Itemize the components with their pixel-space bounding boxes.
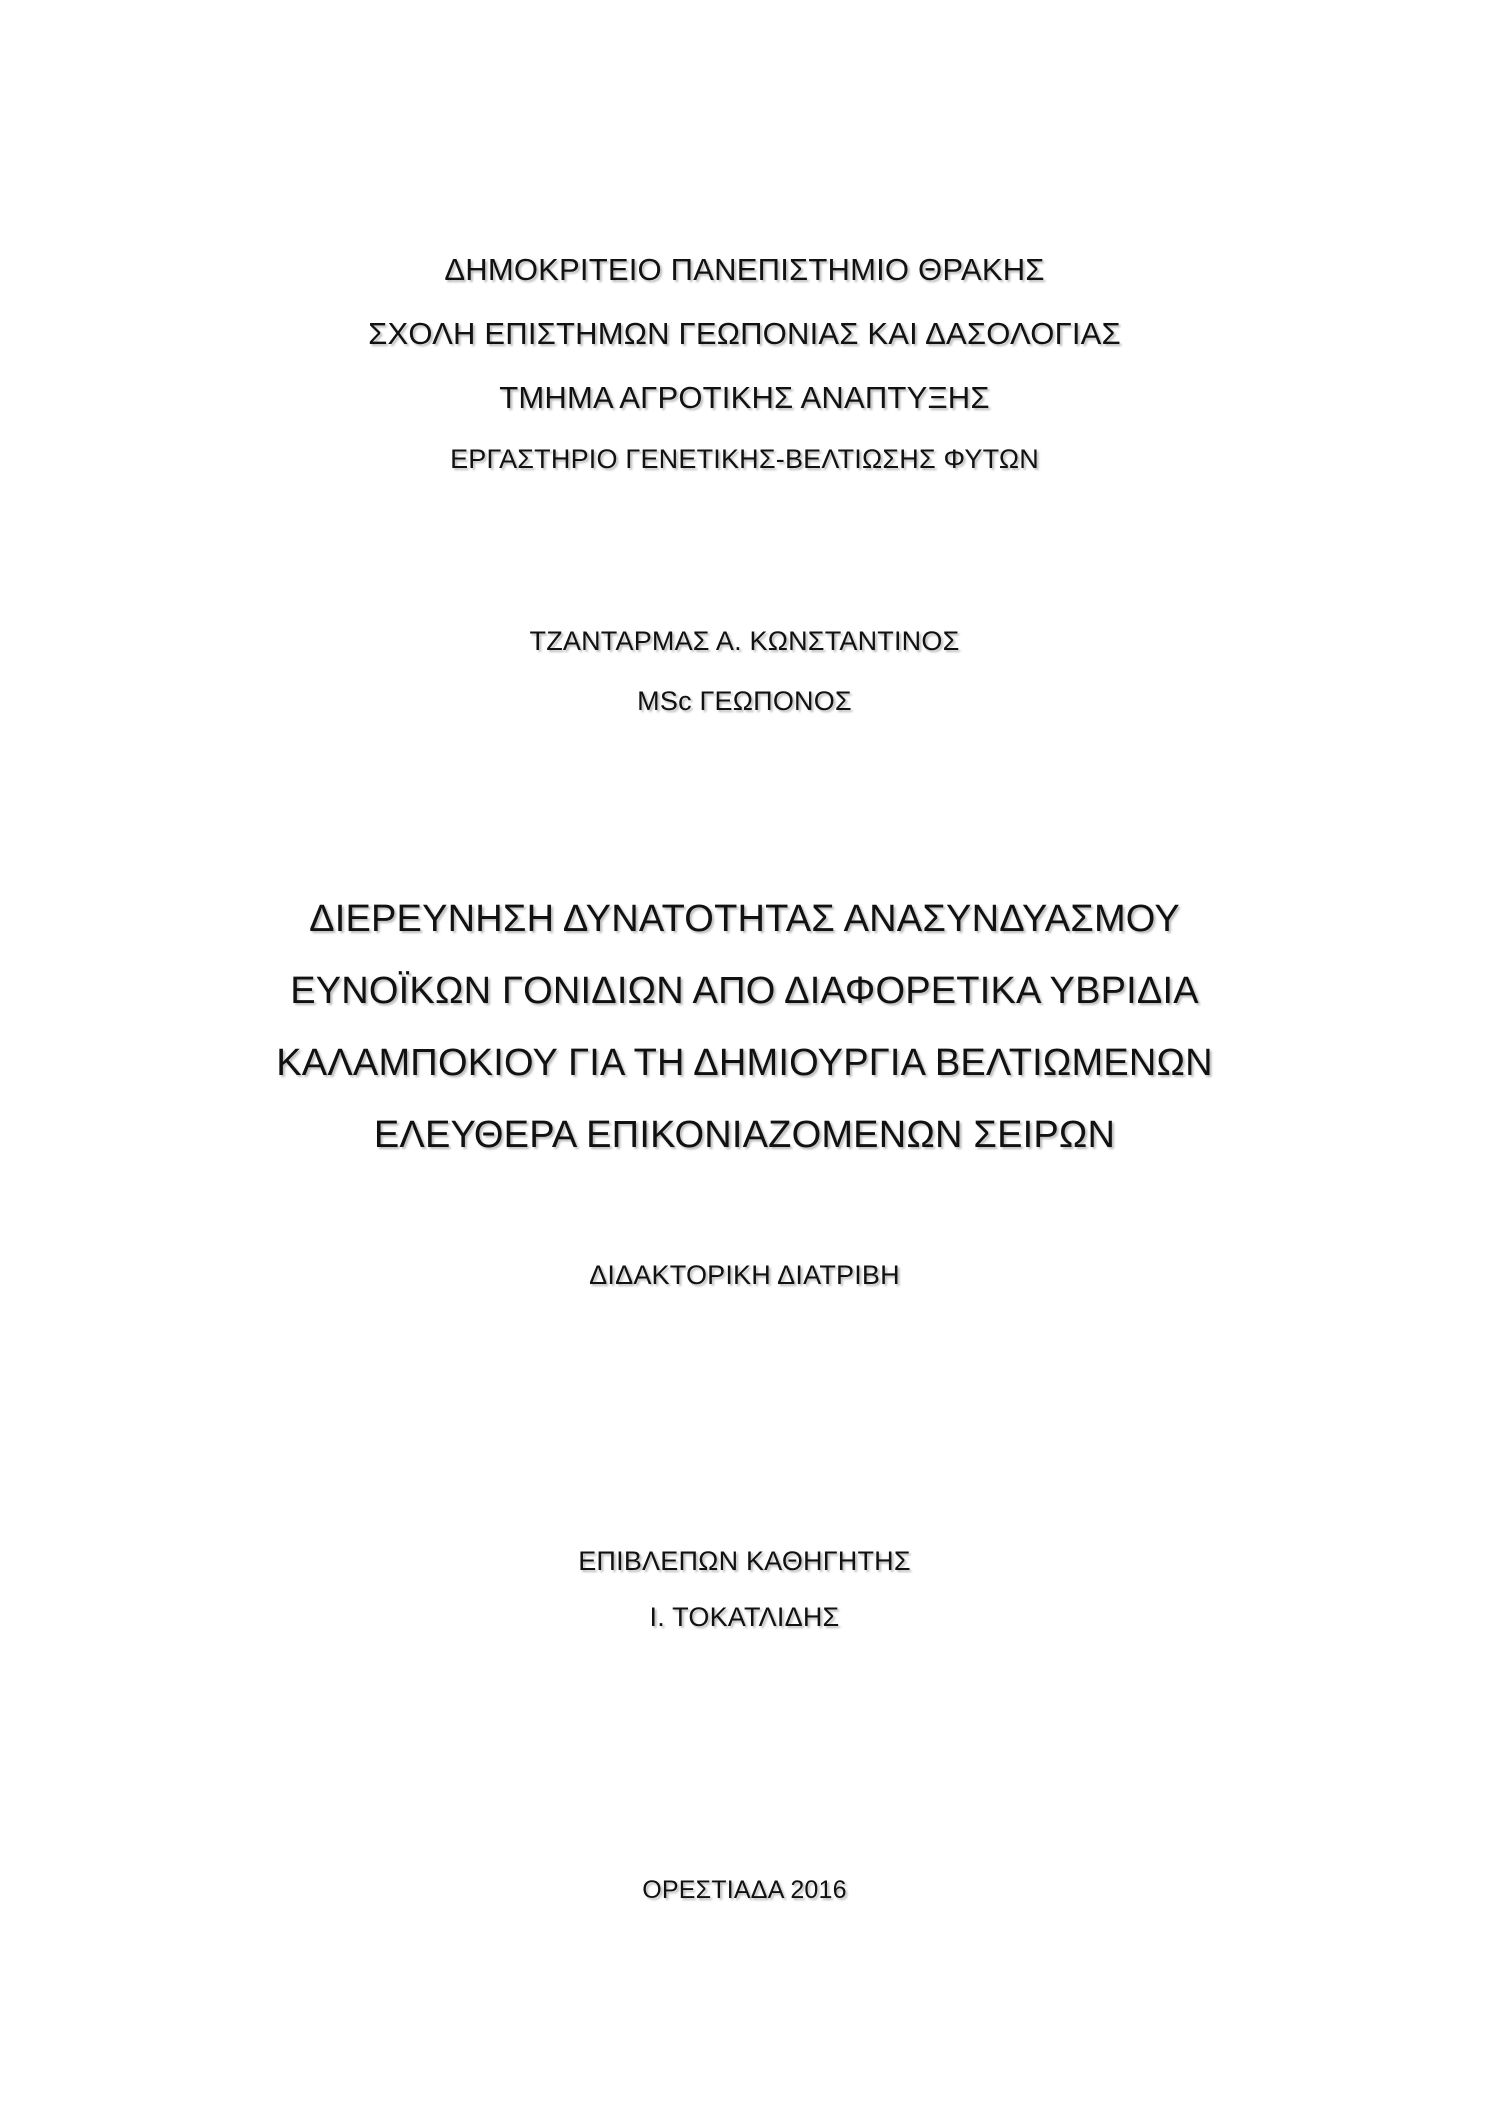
supervisor-label: ΕΠΙΒΛΕΠΩΝ ΚΑΘΗΓΗΤΗΣ: [578, 1546, 911, 1576]
author-degree: MSc ΓΕΩΠΟΝΟΣ: [637, 686, 852, 716]
thesis-title-line-1: ΔΙΕΡΕΥΝΗΣΗ ΔΥΝΑΤΟΤΗΤΑΣ ΑΝΑΣΥΝΔΥΑΣΜΟΥ: [309, 898, 1180, 940]
place-year: ΟΡΕΣΤΙΑΔΑ 2016: [642, 1876, 847, 1904]
thesis-title-line-3: ΚΑΛΑΜΠΟΚΙΟΥ ΓΙΑ ΤΗ ΔΗΜΙΟΥΡΓΙΑ ΒΕΛΤΙΩΜΕΝΩΝ: [276, 1042, 1213, 1084]
supervisor-name: Ι. ΤΟΚΑΤΛΙΔΗΣ: [649, 1602, 840, 1632]
thesis-title-line-4: ΕΛΕΥΘΕΡΑ ΕΠΙΚΟΝΙΑΖΟΜΕΝΩΝ ΣΕΙΡΩΝ: [373, 1114, 1116, 1156]
thesis-type: ΔΙΔΑΚΤΟΡΙΚΗ ΔΙΑΤΡΙΒΗ: [589, 1260, 900, 1290]
thesis-title-line-2: ΕΥΝΟΪΚΩΝ ΓΟΝΙΔΙΩΝ ΑΠΟ ΔΙΑΦΟΡΕΤΙΚΑ ΥΒΡΙΔΙΑ: [290, 970, 1199, 1012]
laboratory-name: ΕΡΓΑΣΤΗΡΙΟ ΓΕΝΕΤΙΚΗΣ-ΒΕΛΤΙΩΣΗΣ ΦΥΤΩΝ: [450, 444, 1039, 474]
university-name: ΔΗΜΟΚΡΙΤΕΙΟ ΠΑΝΕΠΙΣΤΗΜΙΟ ΘΡΑΚΗΣ: [444, 252, 1045, 287]
department-name: ΤΜΗΜΑ ΑΓΡΟΤΙΚΗΣ ΑΝΑΠΤΥΞΗΣ: [499, 380, 990, 415]
school-name: ΣΧΟΛΗ ΕΠΙΣΤΗΜΩΝ ΓΕΩΠΟΝΙΑΣ ΚΑΙ ΔΑΣΟΛΟΓΙΑΣ: [368, 316, 1121, 351]
author-name: ΤΖΑΝΤΑΡΜΑΣ Α. ΚΩΝΣΤΑΝΤΙΝΟΣ: [529, 626, 960, 656]
